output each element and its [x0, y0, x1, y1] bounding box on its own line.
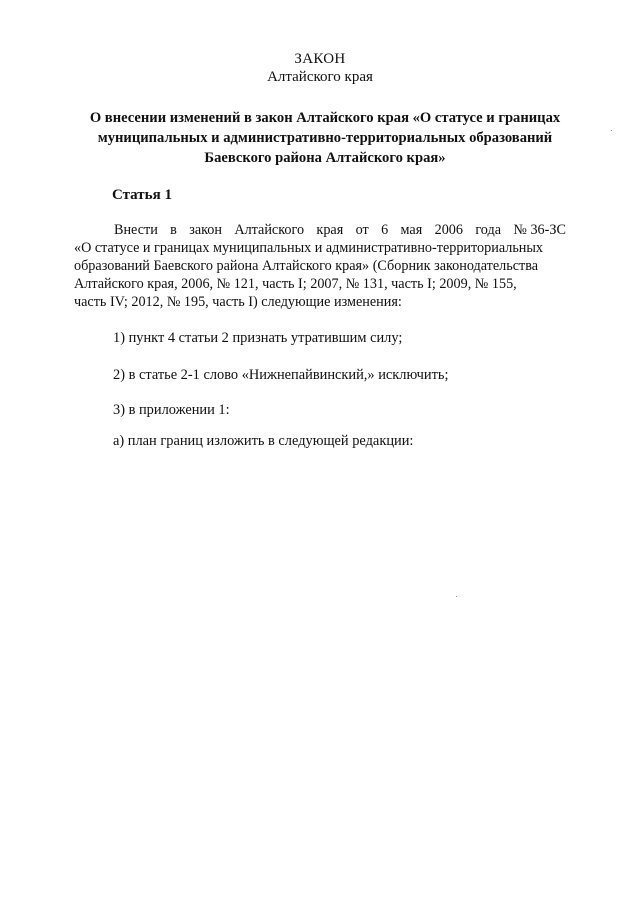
scan-speck [611, 130, 612, 131]
scan-speck [456, 596, 457, 597]
list-item: 2) в статье 2-1 слово «Нижнепайвинский,» исключить; [113, 367, 449, 383]
intro-word: от [355, 222, 369, 238]
intro-word: Алтайского [234, 222, 305, 238]
intro-line: «О статусе и границах муниципальных и административно-территориальных [74, 240, 544, 256]
intro-word: мая [400, 222, 423, 238]
article-heading: Статья 1 [112, 187, 172, 203]
intro-line: Алтайского края, 2006, № 121, часть I; 2007, № 131, часть I; 2009, № 155, [74, 276, 517, 292]
list-item: а) план границ изложить в следующей редакции: [113, 433, 414, 449]
intro-word: края [316, 222, 344, 238]
law-title-line: муниципальных и административно-территориальных образований [97, 130, 553, 146]
law-title [60, 108, 590, 168]
law-region-heading: Алтайского края [267, 69, 373, 85]
intro-word: закон [189, 222, 222, 238]
intro-line: часть IV; 2012, № 195, часть I) следующие изменения: [74, 294, 402, 310]
intro-word: года [475, 222, 501, 238]
list-item: 1) пункт 4 статьи 2 признать утратившим силу; [113, 330, 403, 346]
law-title-line: О внесении изменений в закон Алтайского края «О статусе и границах [89, 110, 561, 126]
intro-word: № 36-ЗС [513, 222, 566, 238]
intro-word: 6 [381, 222, 389, 238]
intro-word: Внести [114, 222, 158, 238]
intro-word: в [170, 222, 177, 238]
intro-first-line [74, 221, 566, 239]
list-item: 3) в приложении 1: [113, 402, 230, 418]
intro-word: 2006 [434, 222, 463, 238]
law-title-line: Баевского района Алтайского края» [204, 150, 446, 166]
law-type-heading: ЗАКОН [294, 51, 346, 67]
intro-paragraph [74, 221, 566, 311]
intro-line: образований Баевского района Алтайского края» (Сборник законодательства [74, 258, 539, 274]
